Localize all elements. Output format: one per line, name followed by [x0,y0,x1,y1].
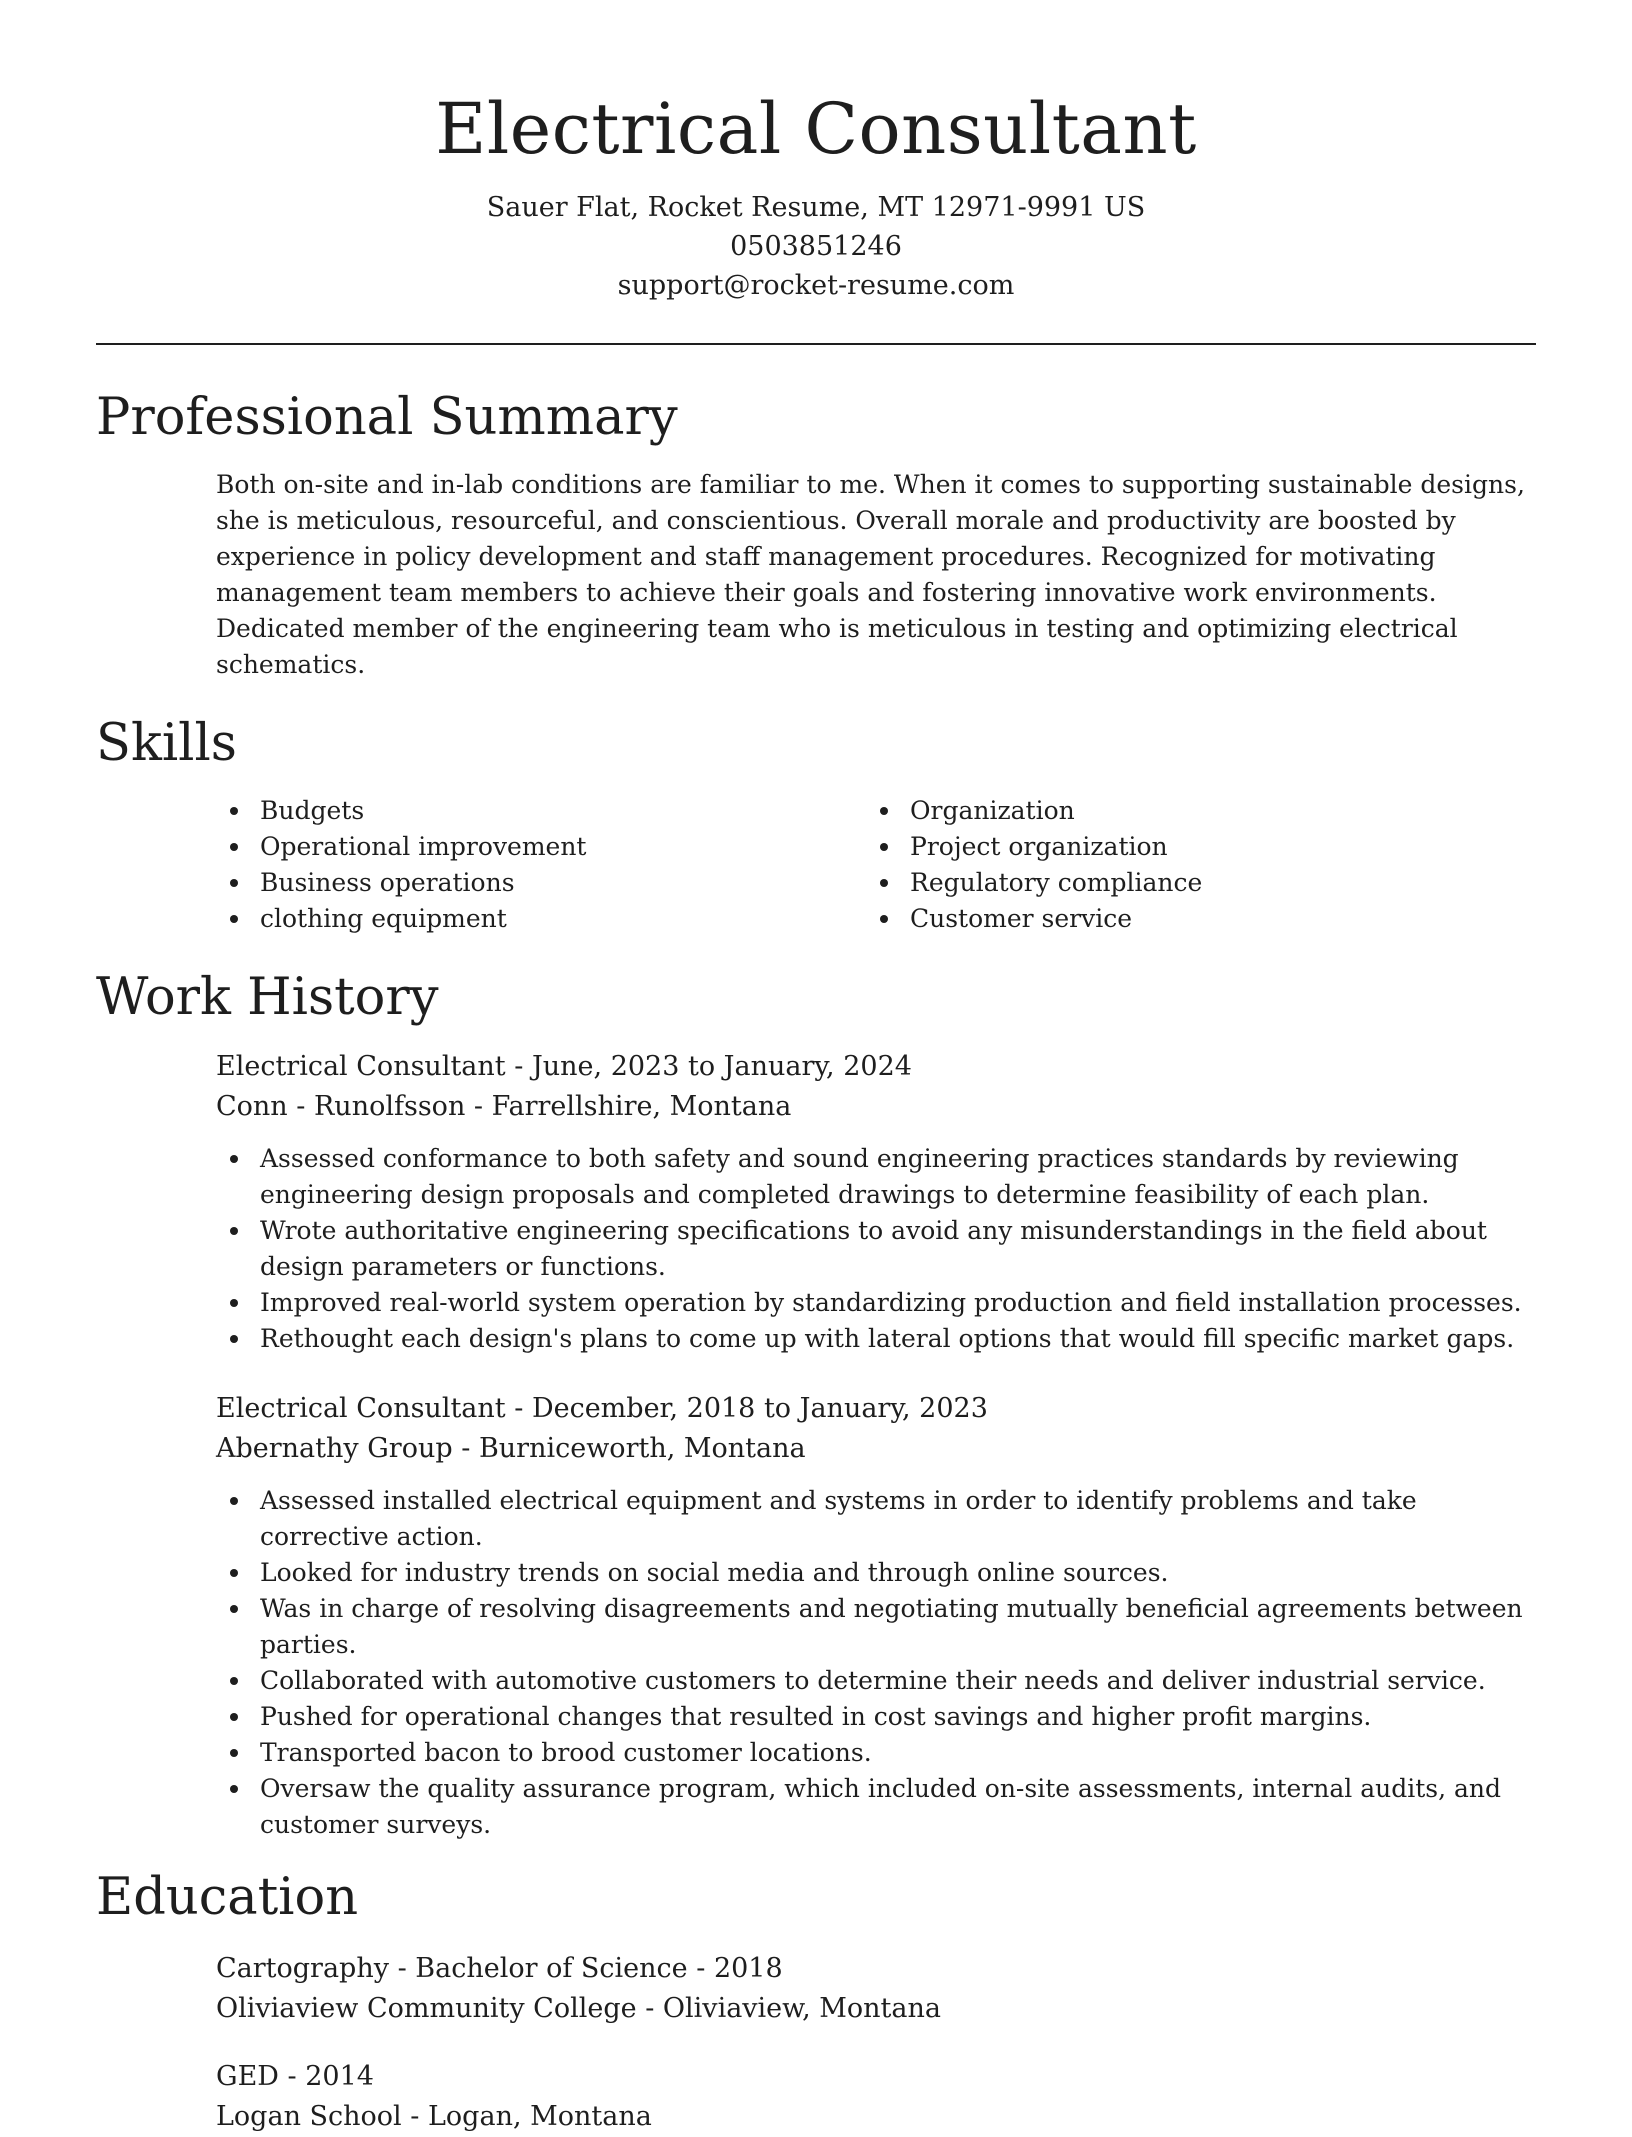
education-degree-line: GED - 2014 [216,2061,374,2092]
skill-item: clothing equipment [216,901,866,937]
education-year: 2014 [305,2061,374,2092]
education-section [216,1949,1536,2137]
job-company-line: Conn - Runolfsson - Farrellshire, Montana [216,1091,792,1122]
education-degree: Cartography - Bachelor of Science [216,1953,688,1984]
job-company-line: Abernathy Group - Burniceworth, Montana [216,1433,806,1464]
contact-phone: 0503851246 [730,231,902,262]
job-title: Electrical Consultant [216,1051,506,1082]
education-location: Logan, Montana [428,2101,652,2132]
job-company: Abernathy Group [216,1433,453,1464]
job-bullet: Pushed for operational changes that resulted in cost savings and higher profit margins. [216,1699,1536,1735]
job-bullet: Wrote authoritative engineering specifications to avoid any misunderstandings in the field about design parameters or functions. [216,1213,1536,1285]
education-entry [216,2057,1536,2137]
skill-item: Organization [866,793,1516,829]
header-divider [96,343,1536,345]
summary-heading: Professional Summary [96,388,678,447]
education-heading: Education [96,1868,359,1927]
job-bullet: Assessed installed electrical equipment and systems in order to identify problems and take corrective action. [216,1483,1536,1555]
skill-item: Project organization [866,829,1516,865]
contact-info [96,188,1536,305]
job-responsibilities [216,1141,1536,1357]
summary-section [216,467,1536,683]
job-title-line: Electrical Consultant - June, 2023 to January, 2024 [216,1051,912,1082]
job-bullet: Collaborated with automotive customers to determine their needs and deliver industrial service. [216,1663,1536,1699]
job-dates: December, 2018 to January, 2023 [531,1393,988,1424]
job-entry [216,1047,1536,1357]
skill-item: Business operations [216,865,866,901]
education-degree: GED [216,2061,279,2092]
work-history-heading: Work History [96,968,439,1027]
education-location: Oliviaview, Montana [662,1993,941,2024]
job-location: Burniceworth, Montana [478,1433,806,1464]
job-bullet: Transported bacon to brood customer locations. [216,1735,1536,1771]
job-dates: June, 2023 to January, 2024 [531,1051,912,1082]
skills-column-right [866,793,1516,937]
job-bullet: Improved real-world system operation by standardizing production and field installation processes. [216,1285,1536,1321]
skill-item: Operational improvement [216,829,866,865]
skills-column-left [216,793,866,937]
contact-email: support@rocket-resume.com [617,270,1015,301]
job-responsibilities [216,1483,1536,1843]
resume-title: Electrical Consultant [435,88,1197,170]
job-bullet: Oversaw the quality assurance program, which included on-site assessments, internal audits, and customer surveys. [216,1771,1536,1843]
work-history-section [216,1047,1536,1843]
education-degree-line: Cartography - Bachelor of Science - 2018 [216,1953,783,1984]
job-title-line: Electrical Consultant - December, 2018 to January, 2023 [216,1393,988,1424]
job-bullet: Was in charge of resolving disagreements and negotiating mutually beneficial agreements between parties. [216,1591,1536,1663]
skills-heading: Skills [96,714,237,773]
job-bullet: Assessed conformance to both safety and sound engineering practices standards by reviewing engineering design proposals and completed drawings to determine feasibility of each plan. [216,1141,1536,1213]
job-entry [216,1389,1536,1843]
job-bullet: Looked for industry trends on social media and through online sources. [216,1555,1536,1591]
skill-item: Customer service [866,901,1516,937]
skill-item: Budgets [216,793,866,829]
summary-text: Both on-site and in-lab conditions are familiar to me. When it comes to supporting sustainable designs, she is meticulous, resourceful, and conscientious. Overall morale and productivity are boosted by experience in policy development and staff management procedures. Recognized for motivating management team members to achieve their goals and fostering innovative work environments. Dedicated member of the engineering team who is meticulous in testing and optimizing electrical schematics. [216,470,1525,679]
education-school-line: Logan School - Logan, Montana [216,2101,652,2132]
resume-header [96,0,1536,305]
job-company: Conn - Runolfsson [216,1091,466,1122]
education-school: Oliviaview Community College [216,1993,637,2024]
job-location: Farrellshire, Montana [491,1091,792,1122]
job-title: Electrical Consultant [216,1393,506,1424]
skill-item: Regulatory compliance [866,865,1516,901]
education-year: 2018 [713,1953,783,1984]
education-entry [216,1949,1536,2029]
skills-section [216,793,1536,937]
education-school: Logan School [216,2101,402,2132]
job-bullet: Rethought each design's plans to come up with lateral options that would fill specific market gaps. [216,1321,1536,1357]
education-school-line: Oliviaview Community College - Oliviaview, Montana [216,1993,941,2024]
contact-address: Sauer Flat, Rocket Resume, MT 12971-9991 US [486,192,1146,223]
resume-page [96,0,1536,2137]
